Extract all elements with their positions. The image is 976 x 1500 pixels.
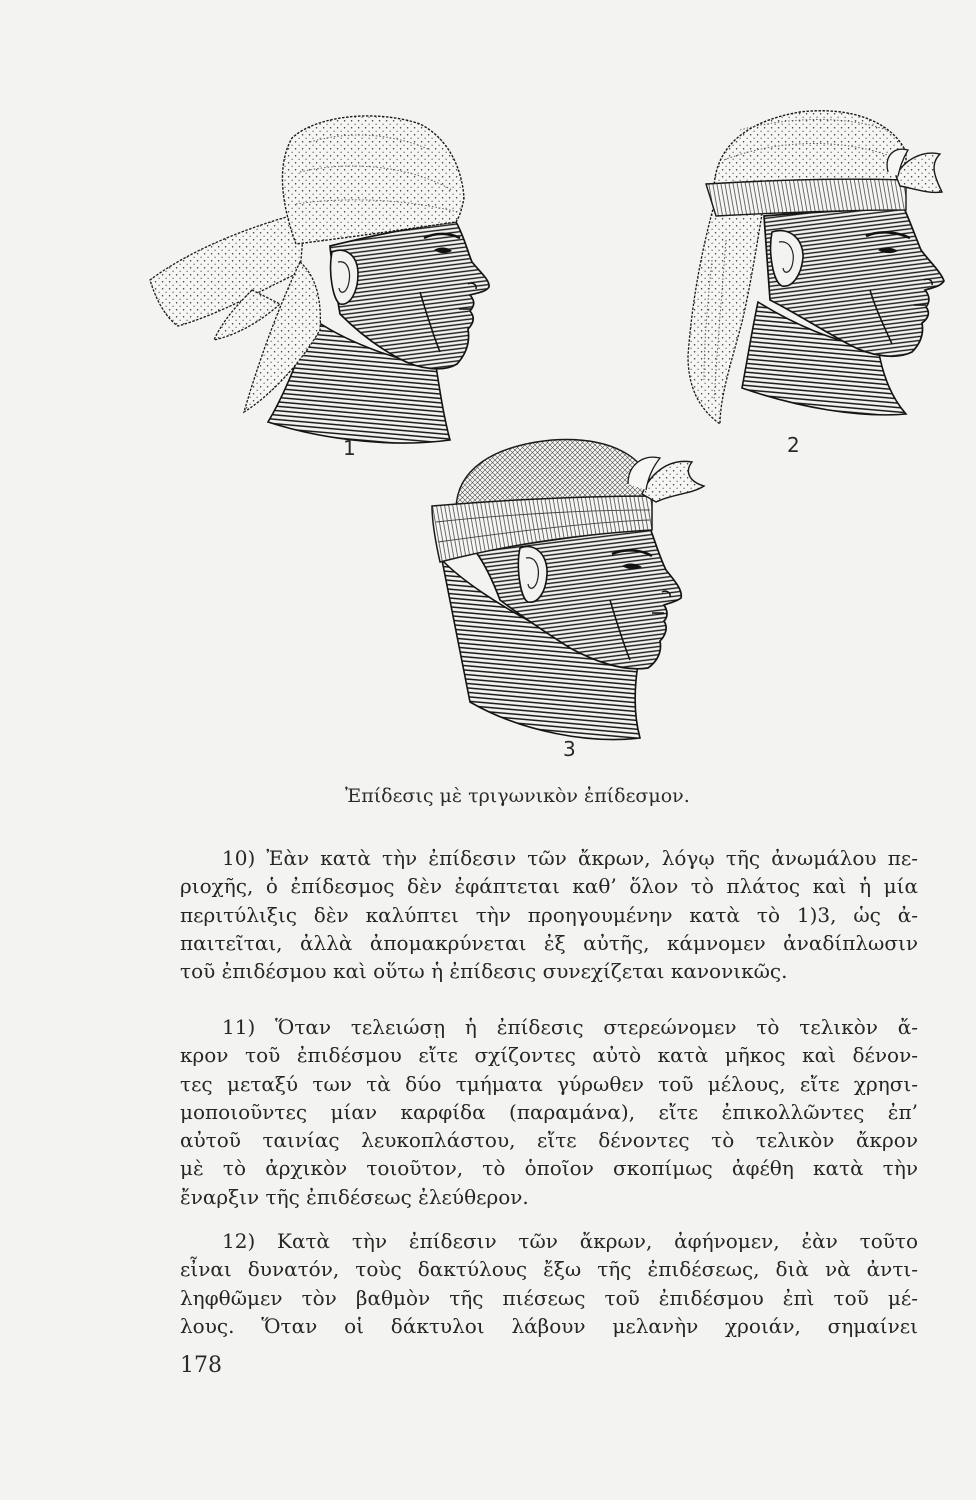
figure-label-2: 2 bbox=[787, 433, 800, 457]
figure-caption: Ἐπίδεσις μὲ τριγωνικὸν ἐπίδεσμον. bbox=[345, 785, 690, 807]
paragraph-11-line-7: ἔναρξιν τῆς ἐπιδέσεως ἐλεύθερον. bbox=[180, 1184, 529, 1209]
paragraph-11-line-3: τες μεταξύ των τὰ δύο τμήματα γύρωθεν τοῦ μέλους, εἴτε χρησι- bbox=[180, 1071, 918, 1096]
paragraph-10-line-3: περιτύλιξις δὲν καλύπτει τὴν προηγουμένην κατὰ τὸ 1)3, ὡς ἀ- bbox=[180, 902, 918, 927]
paragraph-10-line-2: ριοχῆς, ὁ ἐπίδεσμος δὲν ἐφάπτεται καθ’ ὅλον τὸ πλάτος καὶ ἡ μία bbox=[180, 874, 918, 899]
paragraph-10-line-4: παιτεῖται, ἀλλὰ ἀπομακρύνεται ἐξ αὐτῆς, κάμνομεν ἀναδίπλωσιν bbox=[180, 930, 918, 955]
figure-label-1: 1 bbox=[343, 436, 356, 460]
paragraph-11-line-2: κρον τοῦ ἐπιδέσμου εἴτε σχίζοντες αὐτὸ κατὰ μῆκος καὶ δένον- bbox=[180, 1043, 918, 1068]
paragraph-11-line-6: μὲ τὸ ἀρχικὸν τοιοῦτον, τὸ ὁποῖον σκοπίμως ἀφέθη κατὰ τὴν bbox=[180, 1156, 918, 1181]
paragraph-11-line-5: αὐτοῦ ταινίας λευκοπλάστου, εἴτε δένοντες τὸ τελικὸν ἄκρον bbox=[180, 1128, 918, 1153]
paragraph-12 bbox=[180, 1227, 918, 1340]
head-illustration-3 bbox=[432, 440, 704, 740]
ear bbox=[331, 250, 358, 304]
paragraph-12-line-1: 12) Κατὰ τὴν ἐπίδεσιν τῶν ἄκρων, ἀφήνομεν, ἐὰν τοῦτο bbox=[222, 1229, 918, 1253]
paragraph-11-line-1: 11) Ὅταν τελειώσῃ ἡ ἐπίδεσις στερεώνομεν τὸ τελικὸν ἄ- bbox=[222, 1015, 918, 1039]
paragraph-12-line-3: ληφθῶμεν τὸν βαθμὸν τῆς πιέσεως τοῦ ἐπιδέσμου ἐπὶ τοῦ μέ- bbox=[180, 1285, 918, 1310]
head-illustration-1 bbox=[150, 116, 489, 443]
paragraph-10-line-5: τοῦ ἐπιδέσμου καὶ οὕτω ἡ ἐπίδεσις συνεχίζεται κανονικῶς. bbox=[180, 959, 788, 984]
head-illustration-2 bbox=[688, 111, 944, 424]
bandage-band bbox=[706, 179, 906, 216]
figure-label-3: 3 bbox=[563, 737, 576, 761]
ear bbox=[518, 547, 547, 603]
page-number: 178 bbox=[180, 1353, 222, 1378]
paragraph-12-line-4: λους. Ὅταν οἱ δάκτυλοι λάβουν μελανὴν χροιάν, σημαίνει bbox=[180, 1313, 918, 1338]
paragraph-11 bbox=[180, 1013, 918, 1211]
paragraph-10-line-1: 10) Ἐὰν κατὰ τὴν ἐπίδεσιν τῶν ἄκρων, λόγῳ τῆς ἀνωμάλου πε- bbox=[222, 846, 918, 870]
paragraph-12-line-2: εἶναι δυνατόν, τοὺς δακτύλους ἔξω τῆς ἐπιδέσεως, διὰ νὰ ἀντι- bbox=[180, 1257, 918, 1282]
paragraph-11-line-4: μοποιοῦντες μίαν καρφίδα (παραμάνα), εἴτε ἐπικολλῶντες ἐπ’ bbox=[180, 1099, 918, 1124]
paragraph-10 bbox=[180, 844, 918, 985]
